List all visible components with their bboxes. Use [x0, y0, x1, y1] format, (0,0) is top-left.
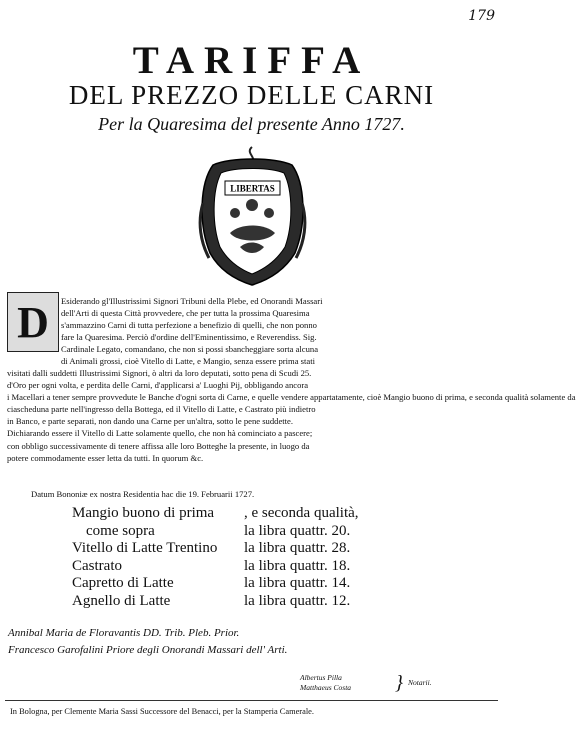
notary-block: [300, 672, 432, 694]
decorated-initial: D: [7, 292, 59, 352]
decree-body: [7, 367, 576, 464]
body-line: i Macellari a tener sempre provvedute le Banche d'ogni sorta di Carne, e quelle vendere appartatamente, cioè Mangio buono di prima, e seconda qualità solamente da: [7, 392, 576, 403]
body-line: d'Oro per ogni volta, e perdita delle Carni, d'applicarsi a' Luoghi Pij, obbligando ancora: [7, 380, 309, 391]
body-line: s'ammazzino Carni di tutta perfezione a benefizio di quelli, che non ponno: [61, 320, 317, 331]
price-row: [72, 558, 472, 576]
date-line: Datum Bononiæ ex nostra Residentia hac die 19. Februarii 1727.: [31, 489, 255, 499]
price-row: [72, 575, 472, 593]
title-period: Per la Quaresima del presente Anno 1727.: [98, 114, 405, 134]
meat-price: , e seconda qualità,: [244, 505, 359, 521]
brace-glyph: }: [395, 672, 403, 694]
meat-name: Capretto di Latte: [72, 575, 174, 591]
folio-number: 179: [468, 8, 495, 24]
notary-label: Notarii.: [408, 678, 432, 687]
body-line: dell'Arti di questa Città provvedere, che per tutta la prossima Quaresima: [61, 308, 310, 319]
price-row: [72, 593, 472, 611]
meat-price: la libra quattr. 18.: [244, 557, 351, 574]
printer-imprint: In Bologna, per Clemente Maria Sassi Successore del Benacci, per la Stamperia Camerale.: [10, 707, 314, 716]
price-list: [72, 505, 472, 610]
meat-name: Vitello di Latte Trentino: [72, 540, 218, 556]
body-line: potere commodamente esser letta da tutti. In quorum &c.: [7, 452, 204, 463]
meat-price: la libra quattr. 20.: [244, 522, 351, 539]
body-line: di Animali grossi, cioè Vitello di Latte, e Mangio, senza essere prima stati: [61, 356, 315, 367]
decree-body-indented: [61, 295, 497, 368]
meat-name: Mangio buono di prima: [72, 505, 215, 521]
signature-massari: Francesco Garofalini Priore degli Onorandi Massari dell' Arti.: [8, 644, 288, 656]
notary-name: Albertus Pilla: [300, 673, 342, 682]
body-line: visitati dalli suddetti Illustrissimi Signori, ò altri da loro deputati, sotto pena di Scudi 25.: [7, 368, 312, 378]
meat-name: come sopra: [86, 522, 155, 539]
title-subject: DEL PREZZO DELLE CARNI: [68, 80, 435, 110]
meat-price: la libra quattr. 14.: [244, 575, 351, 591]
meat-name: Castrato: [72, 557, 122, 574]
price-row: [72, 540, 472, 558]
price-row: [72, 523, 472, 541]
price-row: [72, 505, 472, 523]
emblem-banner-text: LIBERTAS: [230, 183, 275, 194]
meat-price: la libra quattr. 28.: [244, 540, 351, 556]
body-line: Dichiarando essere il Vitello di Latte solamente quello, che non hà cominciato a pascere;: [7, 428, 313, 439]
meat-price: la libra quattr. 12.: [244, 592, 351, 609]
body-line: in Banco, e parte separati, non dando una Carne per un'altra, sotto le pene suddette.: [7, 416, 293, 427]
body-line: Esiderando gl'Illustrissimi Signori Tribuni della Plebe, ed Onorandi Massari: [61, 296, 323, 306]
notary-name: Matthaeus Costa: [300, 683, 352, 692]
body-line: fare la Quaresima. Perciò d'ordine dell'Eminentissimo, e Reverendiss. Sig.: [61, 332, 317, 343]
libertas-coat-of-arms: [195, 143, 310, 288]
body-line: Cardinale Legato, comandano, che non si possi sbancheggiare sorta alcuna: [61, 344, 319, 355]
body-line: con obbligo successivamente di tenere affissa alle loro Botteghe la presente, in luogo da: [7, 440, 310, 451]
footer-divider: [5, 700, 498, 701]
meat-name: Agnello di Latte: [72, 592, 171, 609]
signature-tribune: Annibal Maria de Floravantis DD. Trib. Pleb. Prior.: [8, 627, 240, 639]
title-tariffa: TARIFFA: [132, 39, 371, 82]
body-line: ciascheduna parte nell'ingresso della Bottega, ed il Vitello di Latte, e Castrato più indietro: [7, 404, 316, 415]
